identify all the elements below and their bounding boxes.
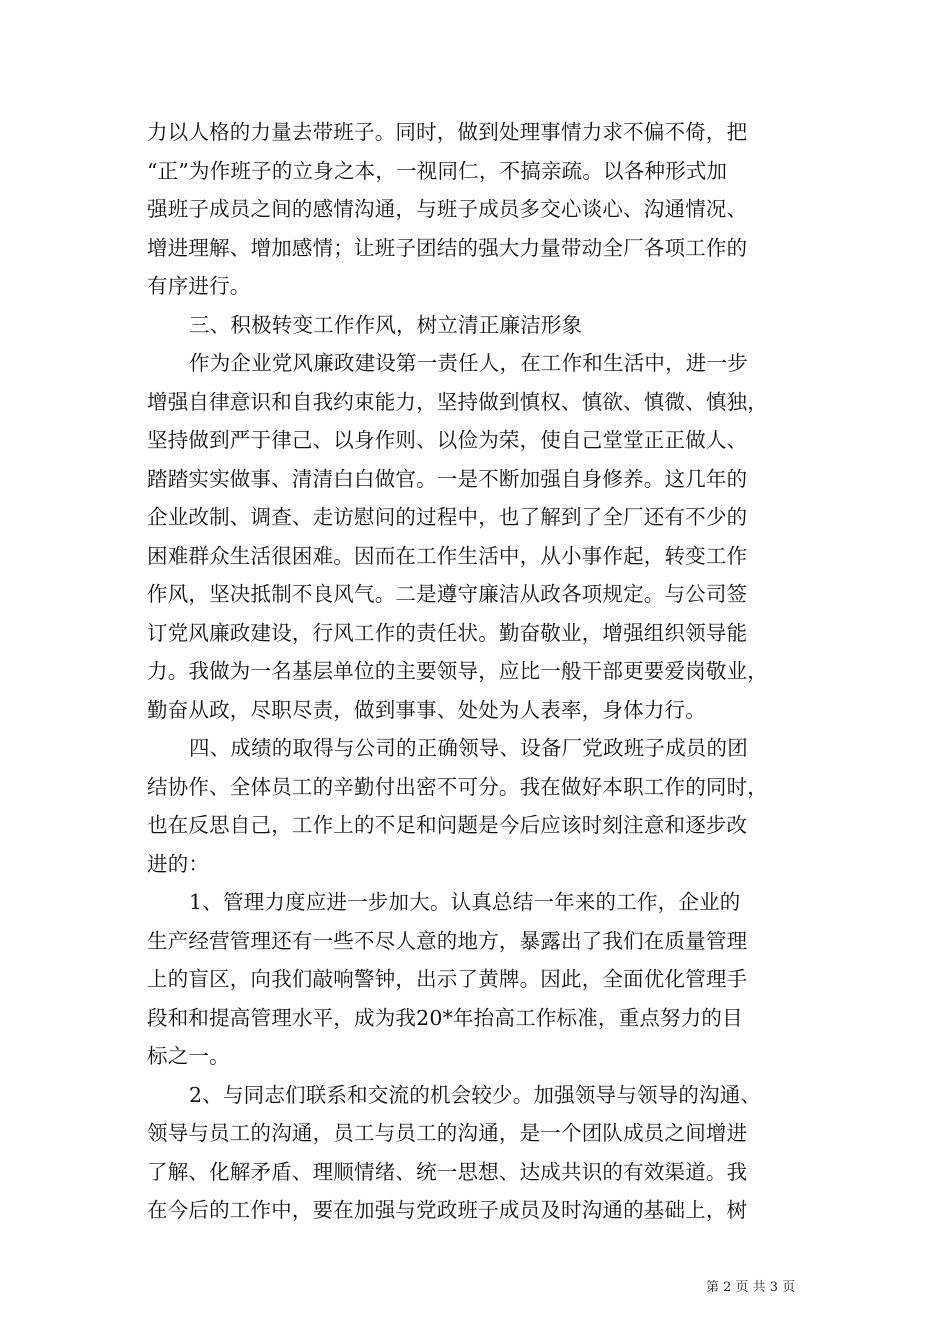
- text-line: 进的：: [147, 851, 210, 876]
- text-line: 领导与员工的沟通，员工与员工的沟通，是一个团队成员之间增进: [147, 1121, 748, 1145]
- text-line: 企业改制、调查、走访慰问的过程中，也了解到了全厂还有不少的: [147, 505, 748, 529]
- text-line: 力。我做为一名基层单位的主要领导，应比一般干部更要爱岗敬业，: [147, 659, 768, 683]
- text-line: 有序进行。: [147, 274, 251, 298]
- text-line: 困难群众生活很困难。因而在工作生活中，从小事作起，转变工作: [147, 543, 748, 568]
- page-number: 第 2 页 共 3 页: [706, 1280, 796, 1295]
- text-line: 强班子成员之间的感情沟通，与班子成员多交心谈心、沟通情况、: [147, 197, 748, 221]
- text-line: 坚持做到严于律己、以身作则、以俭为荣，使自己堂堂正正做人、: [147, 428, 748, 452]
- text-line: 生产经营管理还有一些不尽人意的地方，暴露出了我们在质量管理: [147, 928, 748, 953]
- text-line: 上的盲区，向我们敲响警钟，出示了黄牌。因此，全面优化管理手: [147, 967, 748, 991]
- text-line: “正”为作班子的立身之本，一视同仁，不搞亲疏。以各种形式加: [147, 158, 728, 183]
- text-line: 在今后的工作中，要在加强与党政班子成员及时沟通的基础上，树: [147, 1198, 748, 1222]
- text-line: 力以人格的力量去带班子。同时，做到处理事情力求不偏不倚，把: [147, 120, 748, 144]
- text-line: 踏踏实实做事、清清白白做官。一是不断加强自身修养。这几年的: [147, 466, 748, 491]
- text-line: 勤奋从政，尽职尽责，做到事事、处处为人表率，身体力行。: [147, 697, 706, 722]
- text-line: 增进理解、增加感情；让班子团结的强大力量带动全厂各项工作的: [147, 235, 748, 260]
- list-item-heading: 1、管理力度应进一步加大。认真总结一年来的工作，企业的: [189, 890, 741, 914]
- text-line: 也在反思自己，工作上的不足和问题是今后应该时刻注意和逐步改: [147, 813, 748, 837]
- text-line: 结协作、全体员工的辛勤付出密不可分。我在做好本职工作的同时，: [147, 774, 768, 799]
- body-text: [147, 113, 807, 1230]
- text-line: 作风，坚决抵制不良风气。二是遵守廉洁从政各项规定。与公司签: [147, 582, 748, 606]
- section-heading: 三、积极转变工作作风，树立清正廉洁形象: [189, 312, 583, 337]
- text-line: 段和和提高管理水平，成为我20*年抬高工作标准，重点努力的目: [147, 1005, 743, 1030]
- text-line: 标之一。: [147, 1044, 230, 1068]
- text-line: 订党风廉政建设，行风工作的责任状。勤奋敬业，增强组织领导能: [147, 620, 748, 645]
- text-line: 了解、化解矛盾、理顺情绪、统一思想、达成共识的有效渠道。我: [147, 1159, 748, 1184]
- section-heading: 四、成绩的取得与公司的正确领导、设备厂党政班子成员的团: [189, 736, 748, 760]
- text-line: 作为企业党风廉政建设第一责任人，在工作和生活中，进一步: [189, 351, 748, 375]
- text-line: 增强自律意识和自我约束能力，坚持做到慎权、慎欲、慎微、慎独，: [147, 389, 768, 414]
- list-item-heading: 2、与同志们联系和交流的机会较少。加强领导与领导的沟通、: [189, 1082, 762, 1107]
